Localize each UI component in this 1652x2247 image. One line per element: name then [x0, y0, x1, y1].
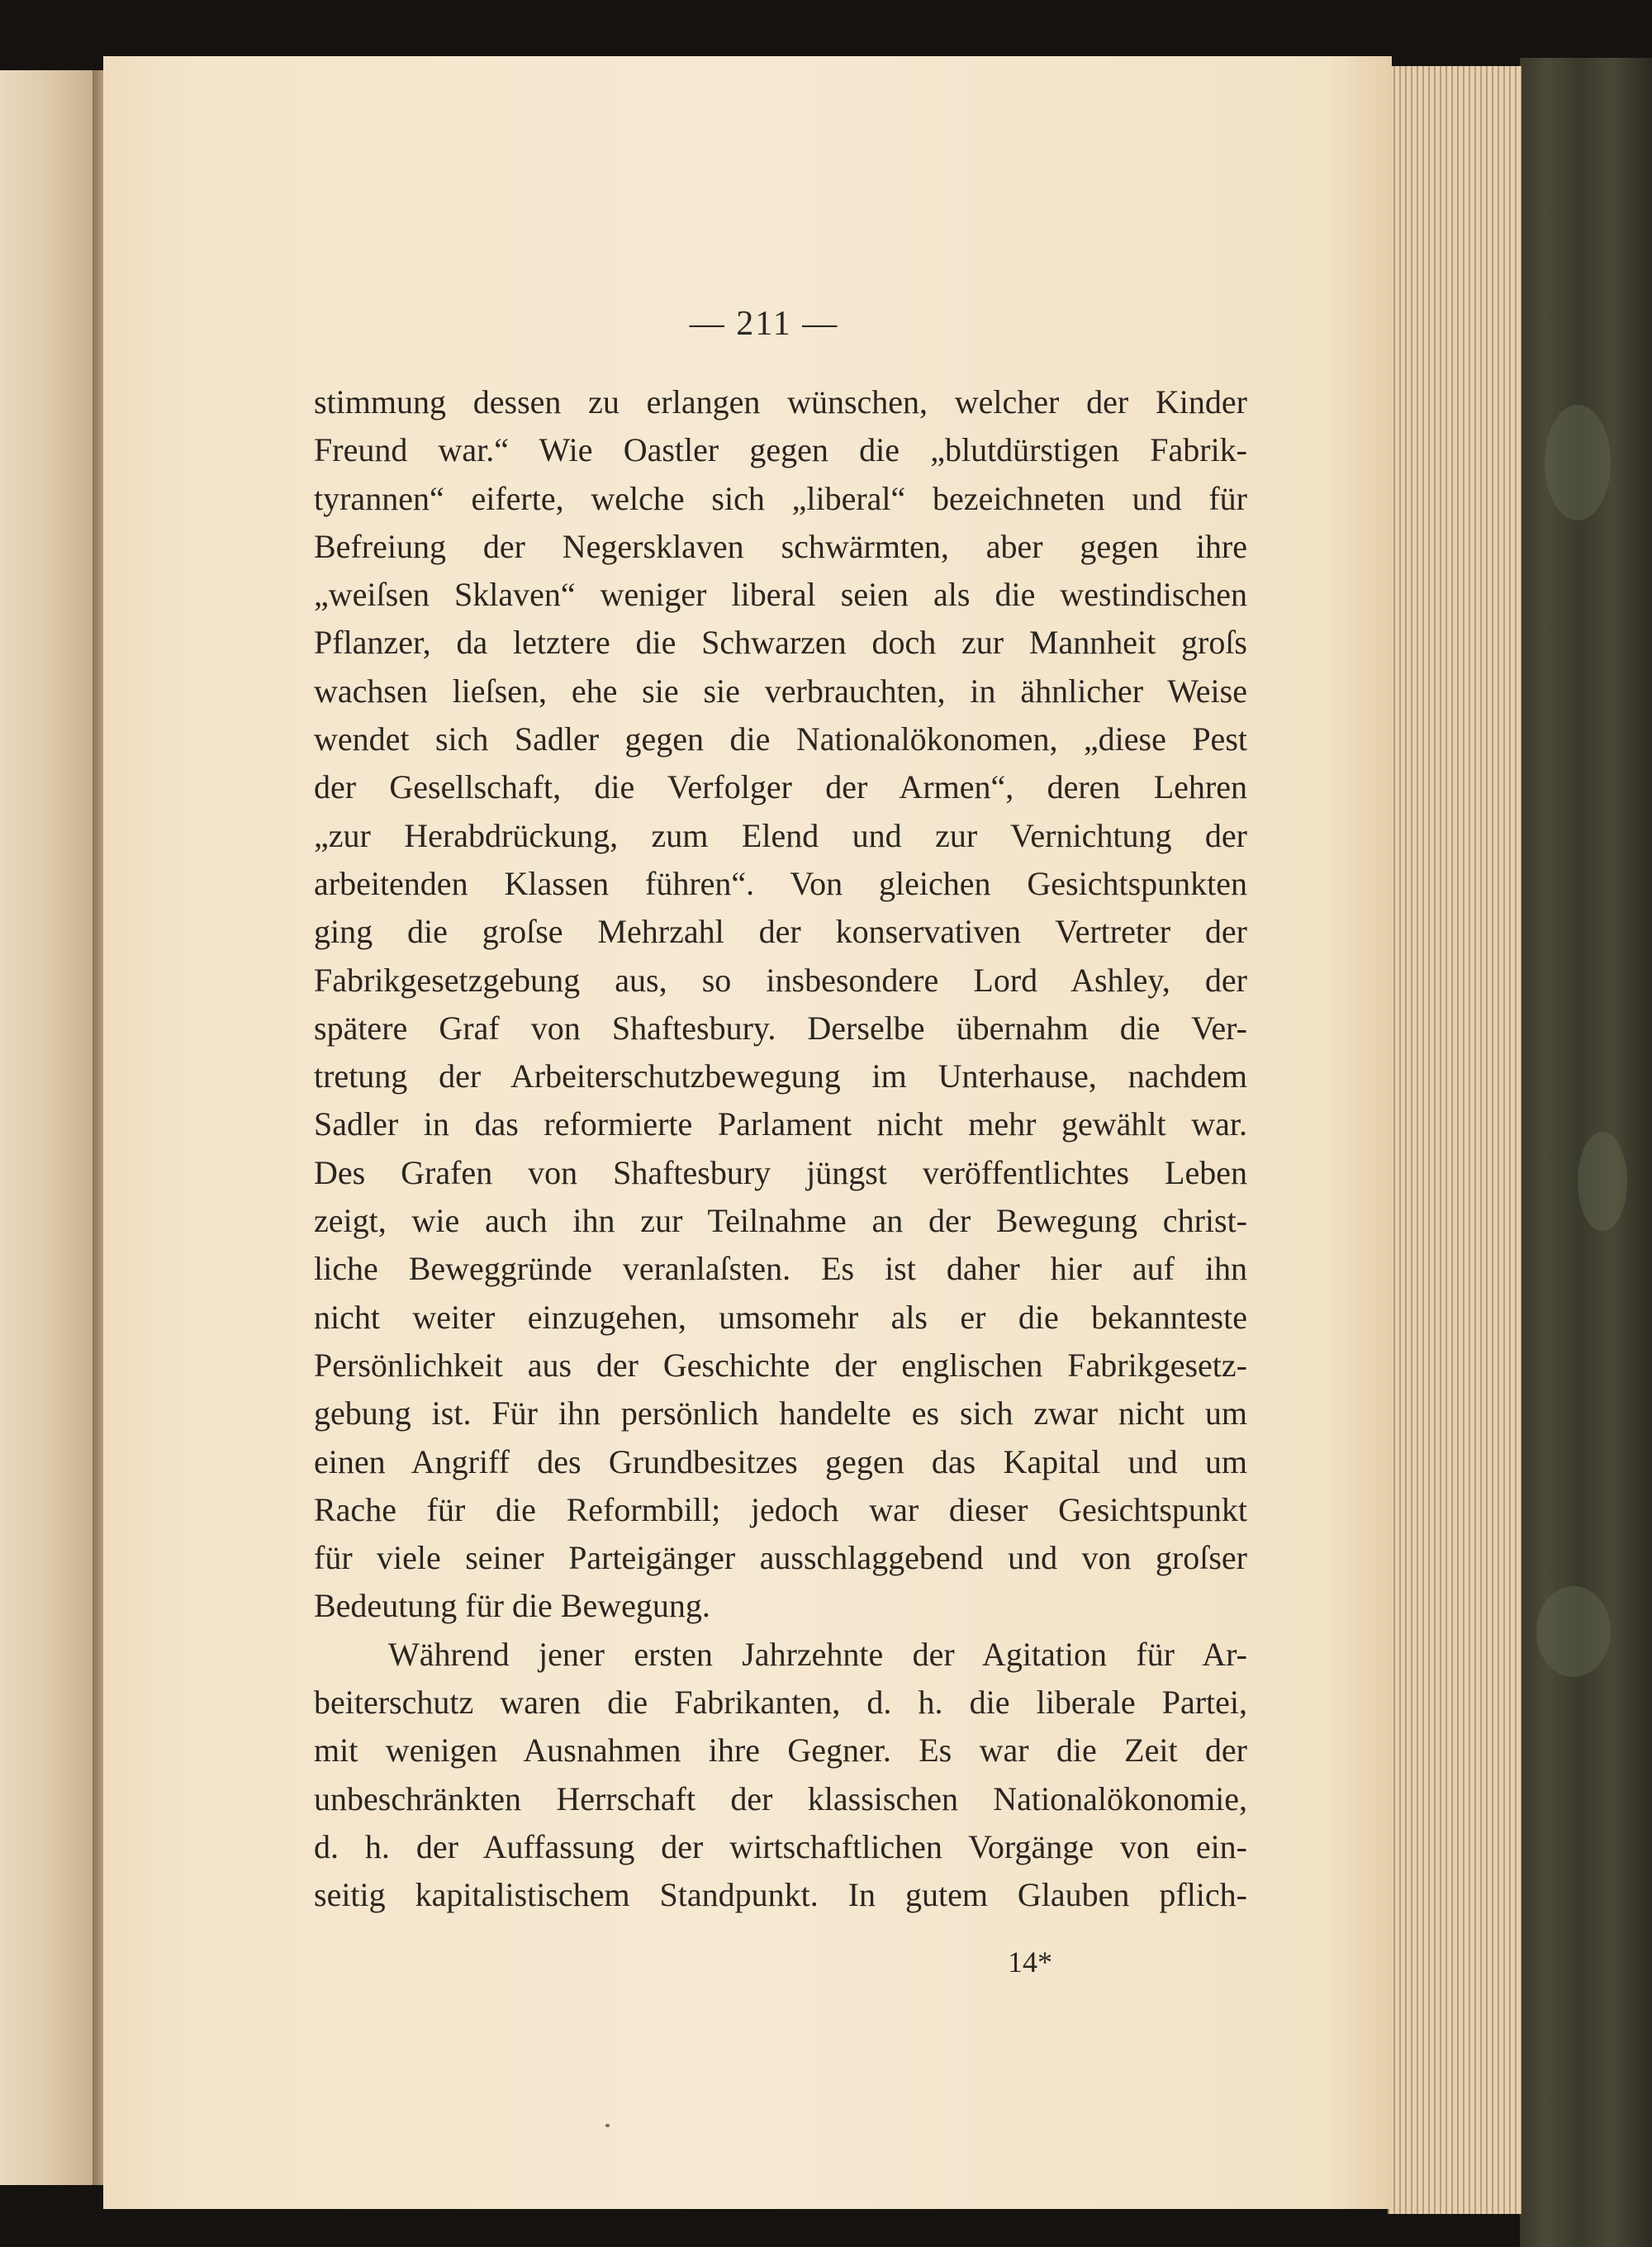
text-line: Freund war.“ Wie Oastler gegen die „blutdürstigen Fabrik- — [314, 431, 1247, 469]
signature-mark: 14* — [1008, 1945, 1052, 1979]
text-line: d. h. der Auffassung der wirtschaftlichen Vorgänge von ein- — [314, 1827, 1247, 1865]
cover-texture — [1578, 1132, 1627, 1231]
body-text — [314, 378, 1247, 1920]
book-cover — [1520, 58, 1652, 2247]
page-number: — 211 — — [689, 305, 839, 343]
text-line: der Gesellschaft, die Verfolger der Armen“, deren Lehren — [314, 768, 1247, 806]
text-line: zeigt, wie auch ihn zur Teilnahme an der Bewegung christ- — [314, 1202, 1247, 1240]
text-line: „weiſsen Sklaven“ weniger liberal seien als die westindischen — [314, 576, 1247, 614]
text-line: einen Angriff des Grundbesitzes gegen das Kapital und um — [314, 1442, 1247, 1480]
text-line: „zur Herabdrückung, zum Elend und zur Vernichtung der — [314, 816, 1247, 854]
text-line: tretung der Arbeiterschutzbewegung im Unterhause, nachdem — [314, 1057, 1247, 1095]
text-line: Rache für die Reformbill; jedoch war dieser Gesichtspunkt — [314, 1490, 1247, 1528]
text-line: mit wenigen Ausnahmen ihre Gegner. Es war die Zeit der — [314, 1732, 1247, 1770]
text-line: Sadler in das reformierte Parlament nicht mehr gewählt war. — [314, 1105, 1247, 1143]
text-line: seitig kapitalistischem Standpunkt. In gutem Glauben pflich- — [314, 1876, 1247, 1914]
text-line: Persönlichkeit aus der Geschichte der englischen Fabrikgesetz- — [314, 1346, 1247, 1384]
left-page-edge — [0, 70, 97, 2185]
text-line: ging die groſse Mehrzahl der konservativen Vertreter der — [314, 913, 1247, 951]
text-line: gebung ist. Für ihn persönlich handelte es sich zwar nicht um — [314, 1394, 1247, 1432]
text-line: nicht weiter einzugehen, umsomehr als er die bekannteste — [314, 1298, 1247, 1336]
text-line: für viele seiner Parteigänger ausschlaggebend und von groſser — [314, 1539, 1247, 1577]
text-line: stimmung dessen zu erlangen wünschen, welcher der Kinder — [314, 383, 1247, 420]
text-line: wendet sich Sadler gegen die Nationalökonomen, „diese Pest — [314, 720, 1247, 758]
text-line: Fabrikgesetzgebung aus, so insbesondere Lord Ashley, der — [314, 961, 1247, 999]
text-line: Pflanzer, da letztere die Schwarzen doch zur Mannheit groſs — [314, 624, 1247, 662]
cover-texture — [1545, 405, 1611, 520]
ink-speck — [605, 2124, 610, 2127]
book-page — [103, 56, 1392, 2209]
text-line: liche Beweggründe veranlaſsten. Es ist daher hier auf ihn — [314, 1250, 1247, 1288]
cover-texture — [1536, 1586, 1611, 1677]
text-line: wachsen lieſsen, ehe sie sie verbrauchten, in ähnlicher Weise — [314, 672, 1247, 710]
text-line: spätere Graf von Shaftesbury. Derselbe übernahm die Ver- — [314, 1009, 1247, 1047]
text-line: tyrannen“ eiferte, welche sich „liberal“ bezeichneten und für — [314, 479, 1247, 517]
text-line: Bedeutung für die Bewegung. — [314, 1587, 710, 1625]
text-line: unbeschränkten Herrschaft der klassischen Nationalökonomie, — [314, 1779, 1247, 1817]
text-line: beiterschutz waren die Fabrikanten, d. h. die liberale Partei, — [314, 1684, 1247, 1722]
text-line: Des Grafen von Shaftesbury jüngst veröffentlichtes Leben — [314, 1153, 1247, 1191]
text-line: Während jener ersten Jahrzehnte der Agitation für Ar- — [388, 1635, 1247, 1673]
text-line: arbeitenden Klassen führen“. Von gleichen Gesichtspunkten — [314, 864, 1247, 902]
text-line: Befreiung der Negersklaven schwärmten, aber gegen ihre — [314, 527, 1247, 565]
page-stack-edge — [1388, 66, 1521, 2214]
